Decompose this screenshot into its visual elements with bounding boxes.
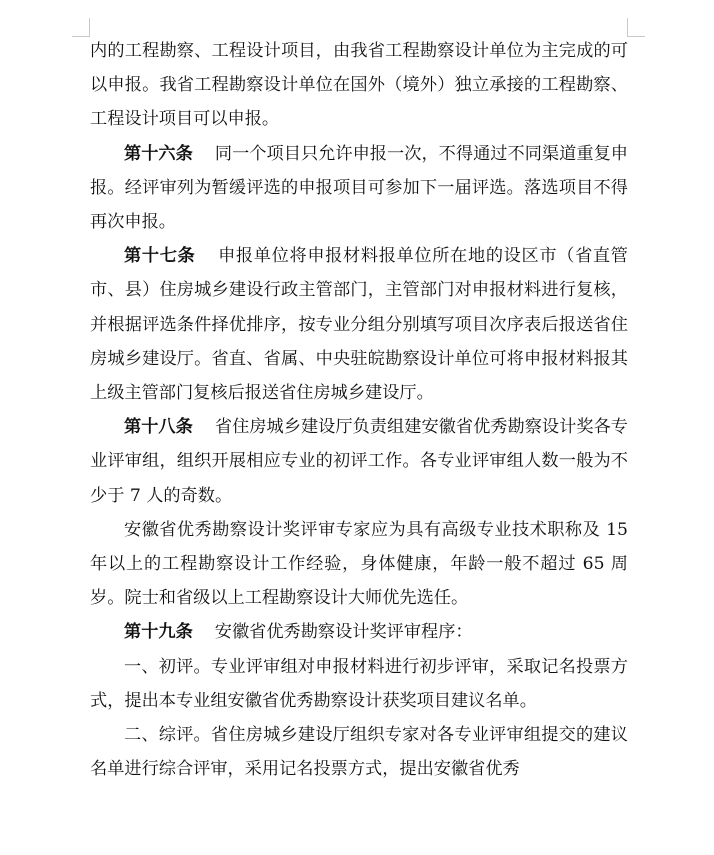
crop-mark-top-right-horizontal	[627, 36, 645, 37]
paragraph-p17	[90, 239, 628, 410]
article-label: 第十八条	[124, 417, 193, 438]
paragraph-p19	[90, 615, 628, 649]
paragraph-p18b	[90, 513, 628, 616]
paragraph-text: 内的工程勘察、工程设计项目，由我省工程勘察设计单位为主完成的可以申报。我省工程勘察设计单位在国外（境外）独立承接的工程勘察、工程设计项目可以申报。	[90, 41, 628, 130]
paragraph-p0	[90, 34, 628, 137]
paragraph-text: 省住房城乡建设厅负责组建安徽省优秀勘察设计奖各专业评审组，组织开展相应专业的初评工作。各专业评审组人数一般为不少于 7 人的奇数。	[90, 417, 628, 506]
paragraph-p19a	[90, 650, 628, 718]
paragraph-p16	[90, 137, 628, 240]
crop-mark-top-left-horizontal	[72, 36, 90, 37]
article-label: 第十九条	[124, 622, 193, 643]
paragraph-p18	[90, 410, 628, 513]
paragraph-p19b	[90, 718, 628, 786]
paragraph-text: 一、初评。专业评审组对申报材料进行初步评审，采取记名投票方式，提出本专业组安徽省优秀勘察设计获奖项目建议名单。	[90, 656, 628, 711]
paragraph-text: 同一个项目只允许申报一次，不得通过不同渠道重复申报。经评审列为暂缓评选的申报项目可参加下一届评选。落选项目不得再次申报。	[90, 143, 628, 233]
paragraph-text: 安徽省优秀勘察设计奖评审程序：	[214, 622, 473, 643]
paragraph-text: 安徽省优秀勘察设计奖评审专家应为具有高级专业技术职称及 15 年以上的工程勘察设计工作经验，身体健康，年龄一般不超过 65 周岁。院士和省级以上工程勘察设计大师优先选任。	[90, 519, 628, 609]
article-label: 第十六条	[124, 143, 193, 164]
paragraph-text: 二、综评。省住房城乡建设厅组织专家对各专业评审组提交的建议名单进行综合评审，采用记名投票方式，提出安徽省优秀	[90, 725, 628, 780]
document-page	[90, 34, 628, 786]
article-label: 第十七条	[124, 246, 196, 267]
paragraph-text: 申报单位将申报材料报单位所在地的设区市（省直管市、县）住房城乡建设行政主管部门，主管部门对申报材料进行复核，并根据评选条件择优排序，按专业分组分别填写项目次序表后报送省住房城乡建设厅。省直、省属、中央驻皖勘察设计单位可将申报材料报其上级主管部门复核后报送省住房城乡建设厅。	[90, 246, 628, 404]
